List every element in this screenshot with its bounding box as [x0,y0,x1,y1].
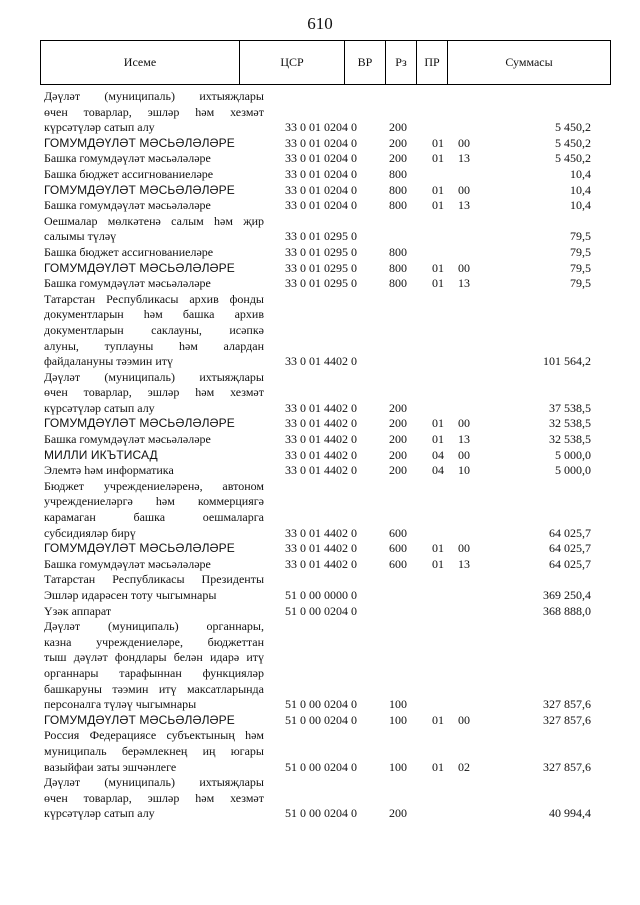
row-sum: 37 538,5 [549,400,591,415]
row-name [44,167,264,183]
table-row [44,416,611,432]
row-name [44,448,264,464]
row-vr: 800 [389,166,407,181]
row-name-line: вазыйфаи заты эшчәнлеге [44,759,177,774]
row-vr: 800 [389,182,407,197]
row-vr: 200 [389,400,407,415]
row-name [44,292,264,370]
row-name-line: ГОМУМДӘҮЛӘТ МӘСЬӘЛӘЛӘРЕ [44,416,235,431]
row-vr: 200 [389,463,407,478]
table-row [44,432,611,448]
row-name [44,728,264,775]
row-name-line: өчен товарлар, эшләр һәм хезмәт [44,104,264,119]
table-row [44,448,611,464]
row-name-line: ГОМУМДӘҮЛӘТ МӘСЬӘЛӘЛӘРЕ [44,135,235,150]
row-name-line: Бюджет учреждениеләренә, автоном [44,478,264,493]
row-rz: 01 [432,416,444,431]
row-name-line: Башка бюджет ассигнованиеләре [44,166,214,181]
table-row [44,479,611,541]
table-row [44,728,611,775]
row-name-line: күрсәтүләр сатып алу [44,120,155,135]
row-rz: 04 [432,447,444,462]
row-name [44,619,264,713]
row-name [44,151,264,167]
row-csr: 33 0 01 4402 0 [285,416,357,431]
row-vr: 200 [389,151,407,166]
row-csr: 33 0 01 4402 0 [285,463,357,478]
row-sum: 79,5 [570,260,591,275]
row-csr: 33 0 01 0204 0 [285,151,357,166]
row-name [44,89,264,136]
row-pr: 00 [458,541,470,556]
row-csr: 33 0 01 4402 0 [285,400,357,415]
row-name-line: ГОМУМДӘҮЛӘТ МӘСЬӘЛӘЛӘРЕ [44,182,235,197]
row-csr: 33 0 01 4402 0 [285,447,357,462]
row-pr: 13 [458,276,470,291]
row-vr: 600 [389,525,407,540]
row-rz: 01 [432,151,444,166]
header-vr: ВР [345,41,386,85]
row-name [44,198,264,214]
row-sum: 5 450,2 [555,135,591,150]
row-name-line: Элемтә һәм информатика [44,463,174,478]
row-pr: 02 [458,759,470,774]
row-vr: 200 [389,806,407,821]
row-name-line: Башка гомумдәүләт мәсьәләләре [44,151,211,166]
row-name-line: муниципаль берәмлекнең иң югары [44,743,264,758]
row-vr: 100 [389,759,407,774]
row-csr: 33 0 01 0204 0 [285,182,357,197]
row-vr: 800 [389,198,407,213]
row-pr: 13 [458,556,470,571]
row-name [44,572,264,603]
row-pr: 00 [458,260,470,275]
table-body [44,89,611,822]
row-sum: 79,5 [570,229,591,244]
row-csr: 51 0 00 0000 0 [285,588,357,602]
row-vr: 200 [389,135,407,150]
row-name [44,557,264,573]
row-vr: 800 [389,244,407,259]
row-name [44,463,264,479]
row-csr: 33 0 01 4402 0 [285,541,357,556]
table-row [44,214,611,245]
row-pr: 00 [458,447,470,462]
table-row [44,245,611,261]
row-sum: 79,5 [570,276,591,291]
row-name [44,370,264,417]
row-vr: 200 [389,416,407,431]
table-row [44,167,611,183]
row-sum: 32 538,5 [549,432,591,447]
row-name-line: Башка бюджет ассигнованиеләре [44,244,214,259]
row-sum: 5 000,0 [555,463,591,478]
row-name-line: күрсәтүләр сатып алу [44,400,155,415]
row-csr: 33 0 01 0204 0 [285,120,357,135]
row-rz: 01 [432,182,444,197]
row-name-line: Татарстан Республикасы архив фонды [44,291,264,306]
row-sum: 327 857,6 [543,712,591,727]
row-csr: 33 0 01 0204 0 [285,166,357,181]
row-rz: 01 [432,759,444,774]
row-sum: 64 025,7 [549,525,591,540]
table-row [44,463,611,479]
row-name [44,541,264,557]
row-name [44,775,264,822]
row-name-line: Башка гомумдәүләт мәсьәләләре [44,556,211,571]
row-name [44,276,264,292]
row-name [44,136,264,152]
row-rz: 01 [432,556,444,571]
row-name-line: субсидияләр бирү [44,525,136,540]
row-pr: 13 [458,432,470,447]
row-name [44,432,264,448]
row-sum: 10,4 [570,166,591,181]
row-vr: 200 [389,120,407,135]
row-name-line: ГОМУМДӘҮЛӘТ МӘСЬӘЛӘЛӘРЕ [44,260,235,275]
header-rz: Рз [386,41,417,85]
row-name-line: өчен товарлар, эшләр һәм хезмәт [44,385,264,400]
table-header [40,40,611,85]
row-rz: 01 [432,432,444,447]
row-pr: 00 [458,135,470,150]
row-rz: 01 [432,712,444,727]
page-number: 610 [307,14,333,33]
table-row [44,557,611,573]
row-sum: 327 857,6 [543,697,591,712]
table-row [44,198,611,214]
row-csr: 33 0 01 4402 0 [285,432,357,447]
row-name-line: күрсәтүләр сатып алу [44,806,155,821]
row-name-line: ГОМУМДӘҮЛӘТ МӘСЬӘЛӘЛӘРЕ [44,712,235,727]
row-pr: 00 [458,712,470,727]
table-row [44,261,611,277]
table-row [44,713,611,729]
row-name [44,479,264,541]
row-name-line: МИЛЛИ ИКЪТИСАД [44,447,158,462]
row-sum: 79,5 [570,244,591,259]
header-csr: ЦСР [240,41,345,85]
row-sum: 368 888,0 [543,603,591,618]
row-name [44,604,264,620]
row-name [44,245,264,261]
header-name: Исеме [41,41,240,85]
row-rz: 01 [432,260,444,275]
row-name-line: тыш дәүләт фондлары белән идарә итү [44,650,264,665]
table-row [44,276,611,292]
row-sum: 369 250,4 [543,588,591,602]
row-csr: 51 0 00 0204 0 [285,697,357,712]
row-sum: 10,4 [570,198,591,213]
row-vr: 200 [389,447,407,462]
row-csr: 33 0 01 0295 0 [285,229,357,244]
row-sum: 40 994,4 [549,806,591,821]
row-sum: 5 000,0 [555,447,591,462]
table-row [44,619,611,713]
row-sum: 64 025,7 [549,541,591,556]
row-name-line: казна учреждениеләре, бюджеттан [44,634,264,649]
header-sum: Суммасы [448,41,611,85]
row-vr: 800 [389,260,407,275]
row-csr: 33 0 01 0295 0 [285,244,357,259]
row-name-line: Дәүләт (муниципаль) ихтыяҗлары [44,89,264,103]
row-rz: 01 [432,276,444,291]
row-name-line: Дәүләт (муниципаль) ихтыяҗлары [44,775,264,790]
row-name-line: Эшләр идарәсен тоту чыгымнары [44,588,217,602]
row-name-line: документларын һәм башка архив [44,307,264,322]
row-rz: 04 [432,463,444,478]
row-rz: 01 [432,135,444,150]
row-sum: 10,4 [570,182,591,197]
row-csr: 51 0 00 0204 0 [285,712,357,727]
row-vr: 800 [389,276,407,291]
row-name-line: салымы түләү [44,229,117,244]
row-name-line: Россия Федерациясе субъектының һәм [44,728,264,743]
table-row [44,292,611,370]
row-name-line: өчен товарлар, эшләр һәм хезмәт [44,790,264,805]
row-sum: 5 450,2 [555,120,591,135]
table-row [44,136,611,152]
row-name [44,261,264,277]
row-name-line: Үзәк аппарат [44,603,112,618]
table-row [44,370,611,417]
row-name-line: органнары тарафыннан функцияләр [44,665,264,680]
table-row [44,572,611,603]
row-csr: 33 0 01 4402 0 [285,525,357,540]
row-name-line: файдалануны тәэмин итү [44,354,173,369]
row-name-line: карамаган башка оешмаларга [44,510,264,525]
row-csr: 33 0 01 4402 0 [285,556,357,571]
table-row [44,183,611,199]
row-name [44,416,264,432]
row-vr: 200 [389,432,407,447]
row-name-line: башкаруны тәэмин итү максатларында [44,681,264,696]
row-vr: 100 [389,712,407,727]
row-name [44,214,264,245]
row-name-line: персоналга түләү чыгымнары [44,697,197,712]
row-vr: 600 [389,541,407,556]
row-sum: 101 564,2 [543,354,591,369]
header-pr: ПР [417,41,448,85]
row-pr: 00 [458,182,470,197]
row-vr: 600 [389,556,407,571]
row-csr: 51 0 00 0204 0 [285,759,357,774]
row-name-line: ГОМУМДӘҮЛӘТ МӘСЬӘЛӘЛӘРЕ [44,541,235,556]
row-name [44,713,264,729]
row-name [44,183,264,199]
row-name-line: Башка гомумдәүләт мәсьәләләре [44,276,211,291]
row-rz: 01 [432,198,444,213]
row-csr: 33 0 01 0295 0 [285,276,357,291]
row-pr: 00 [458,416,470,431]
row-vr: 100 [389,697,407,712]
table-row [44,89,611,136]
row-csr: 51 0 00 0204 0 [285,603,357,618]
row-name-line: Башка гомумдәүләт мәсьәләләре [44,432,211,447]
row-name-line: Дәүләт (муниципаль) органнары, [44,619,264,634]
row-csr: 33 0 01 0295 0 [285,260,357,275]
row-sum: 327 857,6 [543,759,591,774]
table-row [44,541,611,557]
row-name-line: Дәүләт (муниципаль) ихтыяҗлары [44,369,264,384]
row-name-line: документларын саклауны, исәпкә [44,322,264,337]
row-name-line: Татарстан Республикасы Президенты [44,572,264,587]
row-csr: 33 0 01 0204 0 [285,135,357,150]
row-pr: 13 [458,151,470,166]
row-name-line: Оешмалар мөлкәтенә салым һәм җир [44,213,264,228]
table-row [44,775,611,822]
row-csr: 51 0 00 0204 0 [285,806,357,821]
row-pr: 13 [458,198,470,213]
row-name-line: Башка гомумдәүләт мәсьәләләре [44,198,211,213]
row-csr: 33 0 01 0204 0 [285,198,357,213]
row-sum: 32 538,5 [549,416,591,431]
row-csr: 33 0 01 4402 0 [285,354,357,369]
row-pr: 10 [458,463,470,478]
table-row [44,151,611,167]
row-rz: 01 [432,541,444,556]
row-sum: 64 025,7 [549,556,591,571]
row-sum: 5 450,2 [555,151,591,166]
row-name-line: учреждениеләргә һәм коммерциягә [44,494,264,509]
row-name-line: алуны, туплауны һәм алардан [44,338,264,353]
table-row [44,604,611,620]
